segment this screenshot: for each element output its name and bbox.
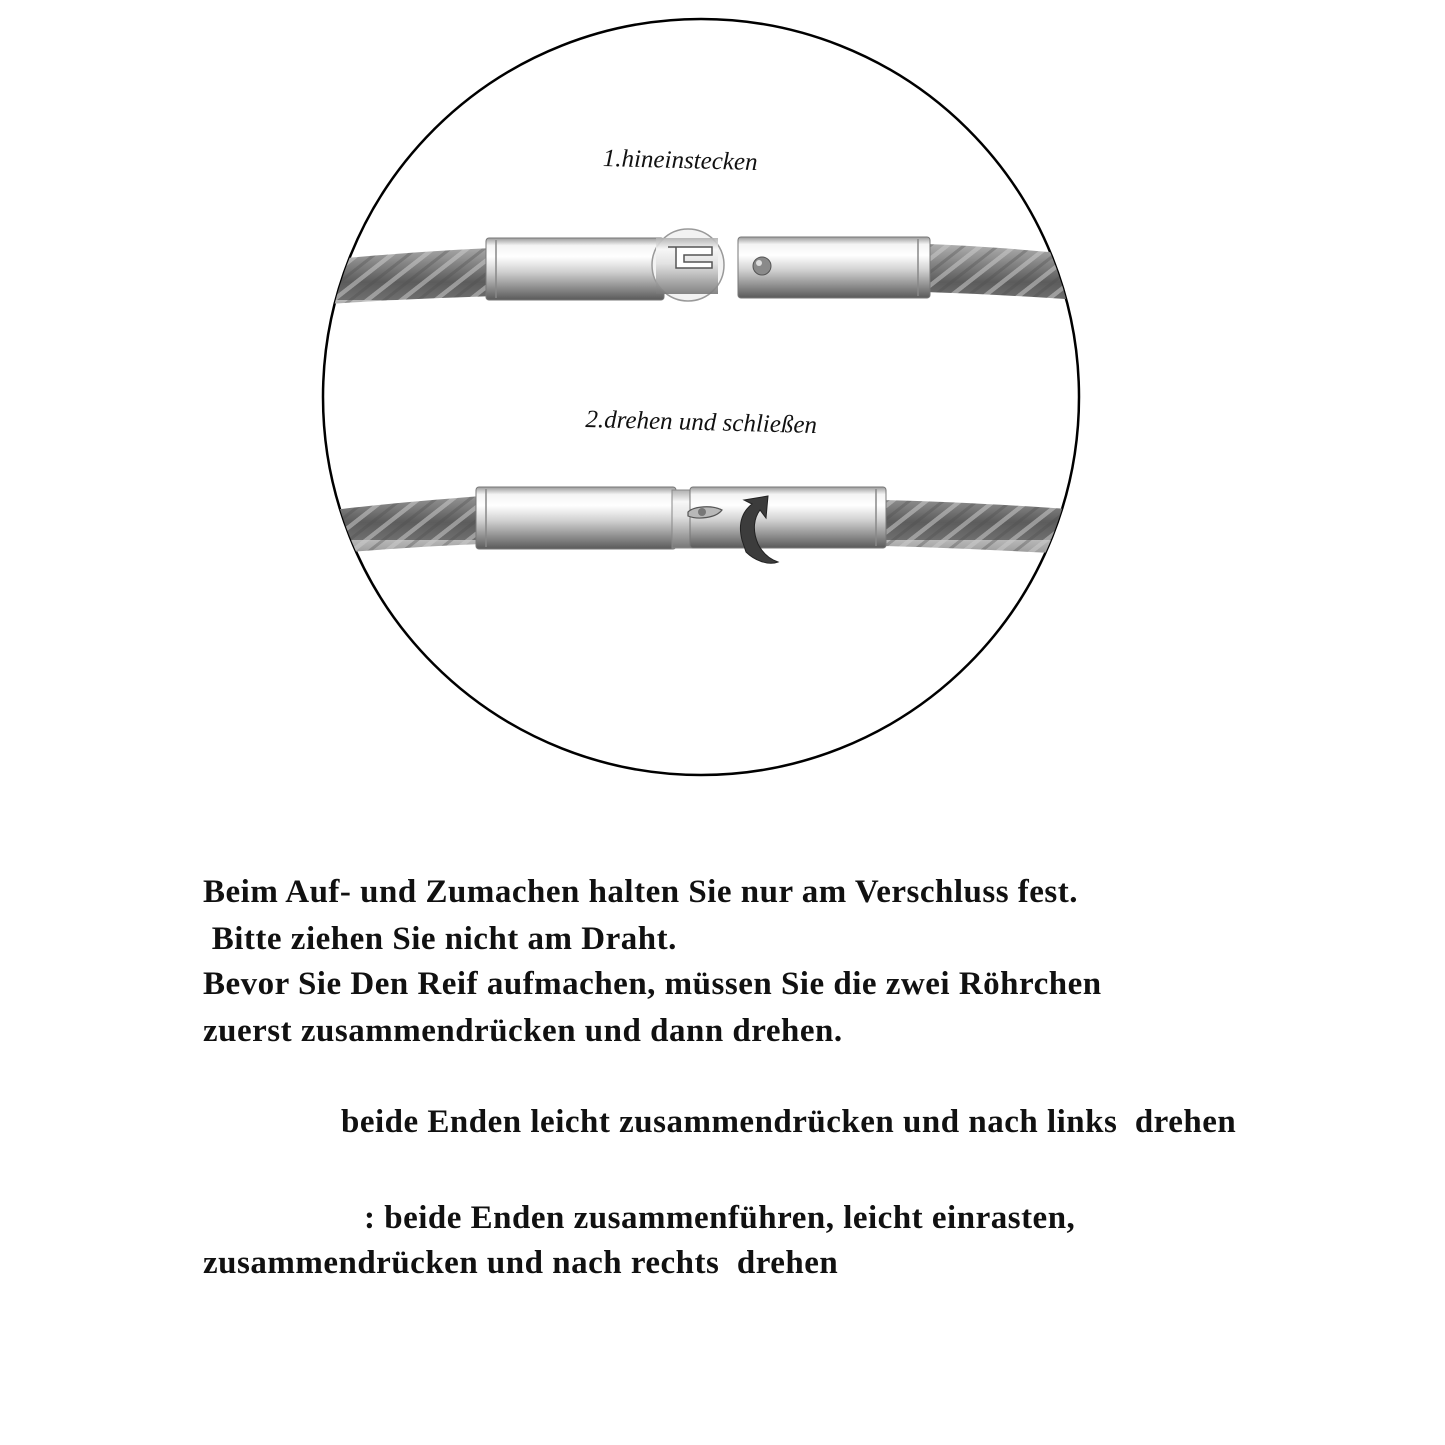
instruction-line-2: Bitte ziehen Sie nicht am Draht. bbox=[203, 921, 677, 957]
tube-right-2 bbox=[690, 487, 886, 548]
diagram-circle bbox=[323, 19, 1079, 775]
instruction-line-3: Bevor Sie Den Reif aufmachen, müssen Sie die zwei Röhrchen bbox=[203, 966, 1102, 1002]
instruction-close-1: : beide Enden zusammenführen, leicht einrasten, bbox=[364, 1200, 1076, 1236]
step2-label: 2.drehen und schließen bbox=[585, 405, 818, 440]
instruction-line-4: zuerst zusammendrücken und dann drehen. bbox=[203, 1013, 843, 1049]
tube-left-1 bbox=[486, 238, 664, 300]
tube-left-2 bbox=[476, 487, 676, 549]
instruction-line-1: Beim Auf- und Zumachen halten Sie nur am Verschluss fest. bbox=[203, 874, 1079, 910]
step1-label: 1.hineinstecken bbox=[602, 144, 758, 177]
instruction-open: beide Enden leicht zusammendrücken und nach links drehen bbox=[341, 1104, 1237, 1140]
instruction-close-2: zusammendrücken und nach rechts drehen bbox=[203, 1245, 839, 1281]
clasp-pin-icon bbox=[753, 257, 771, 275]
